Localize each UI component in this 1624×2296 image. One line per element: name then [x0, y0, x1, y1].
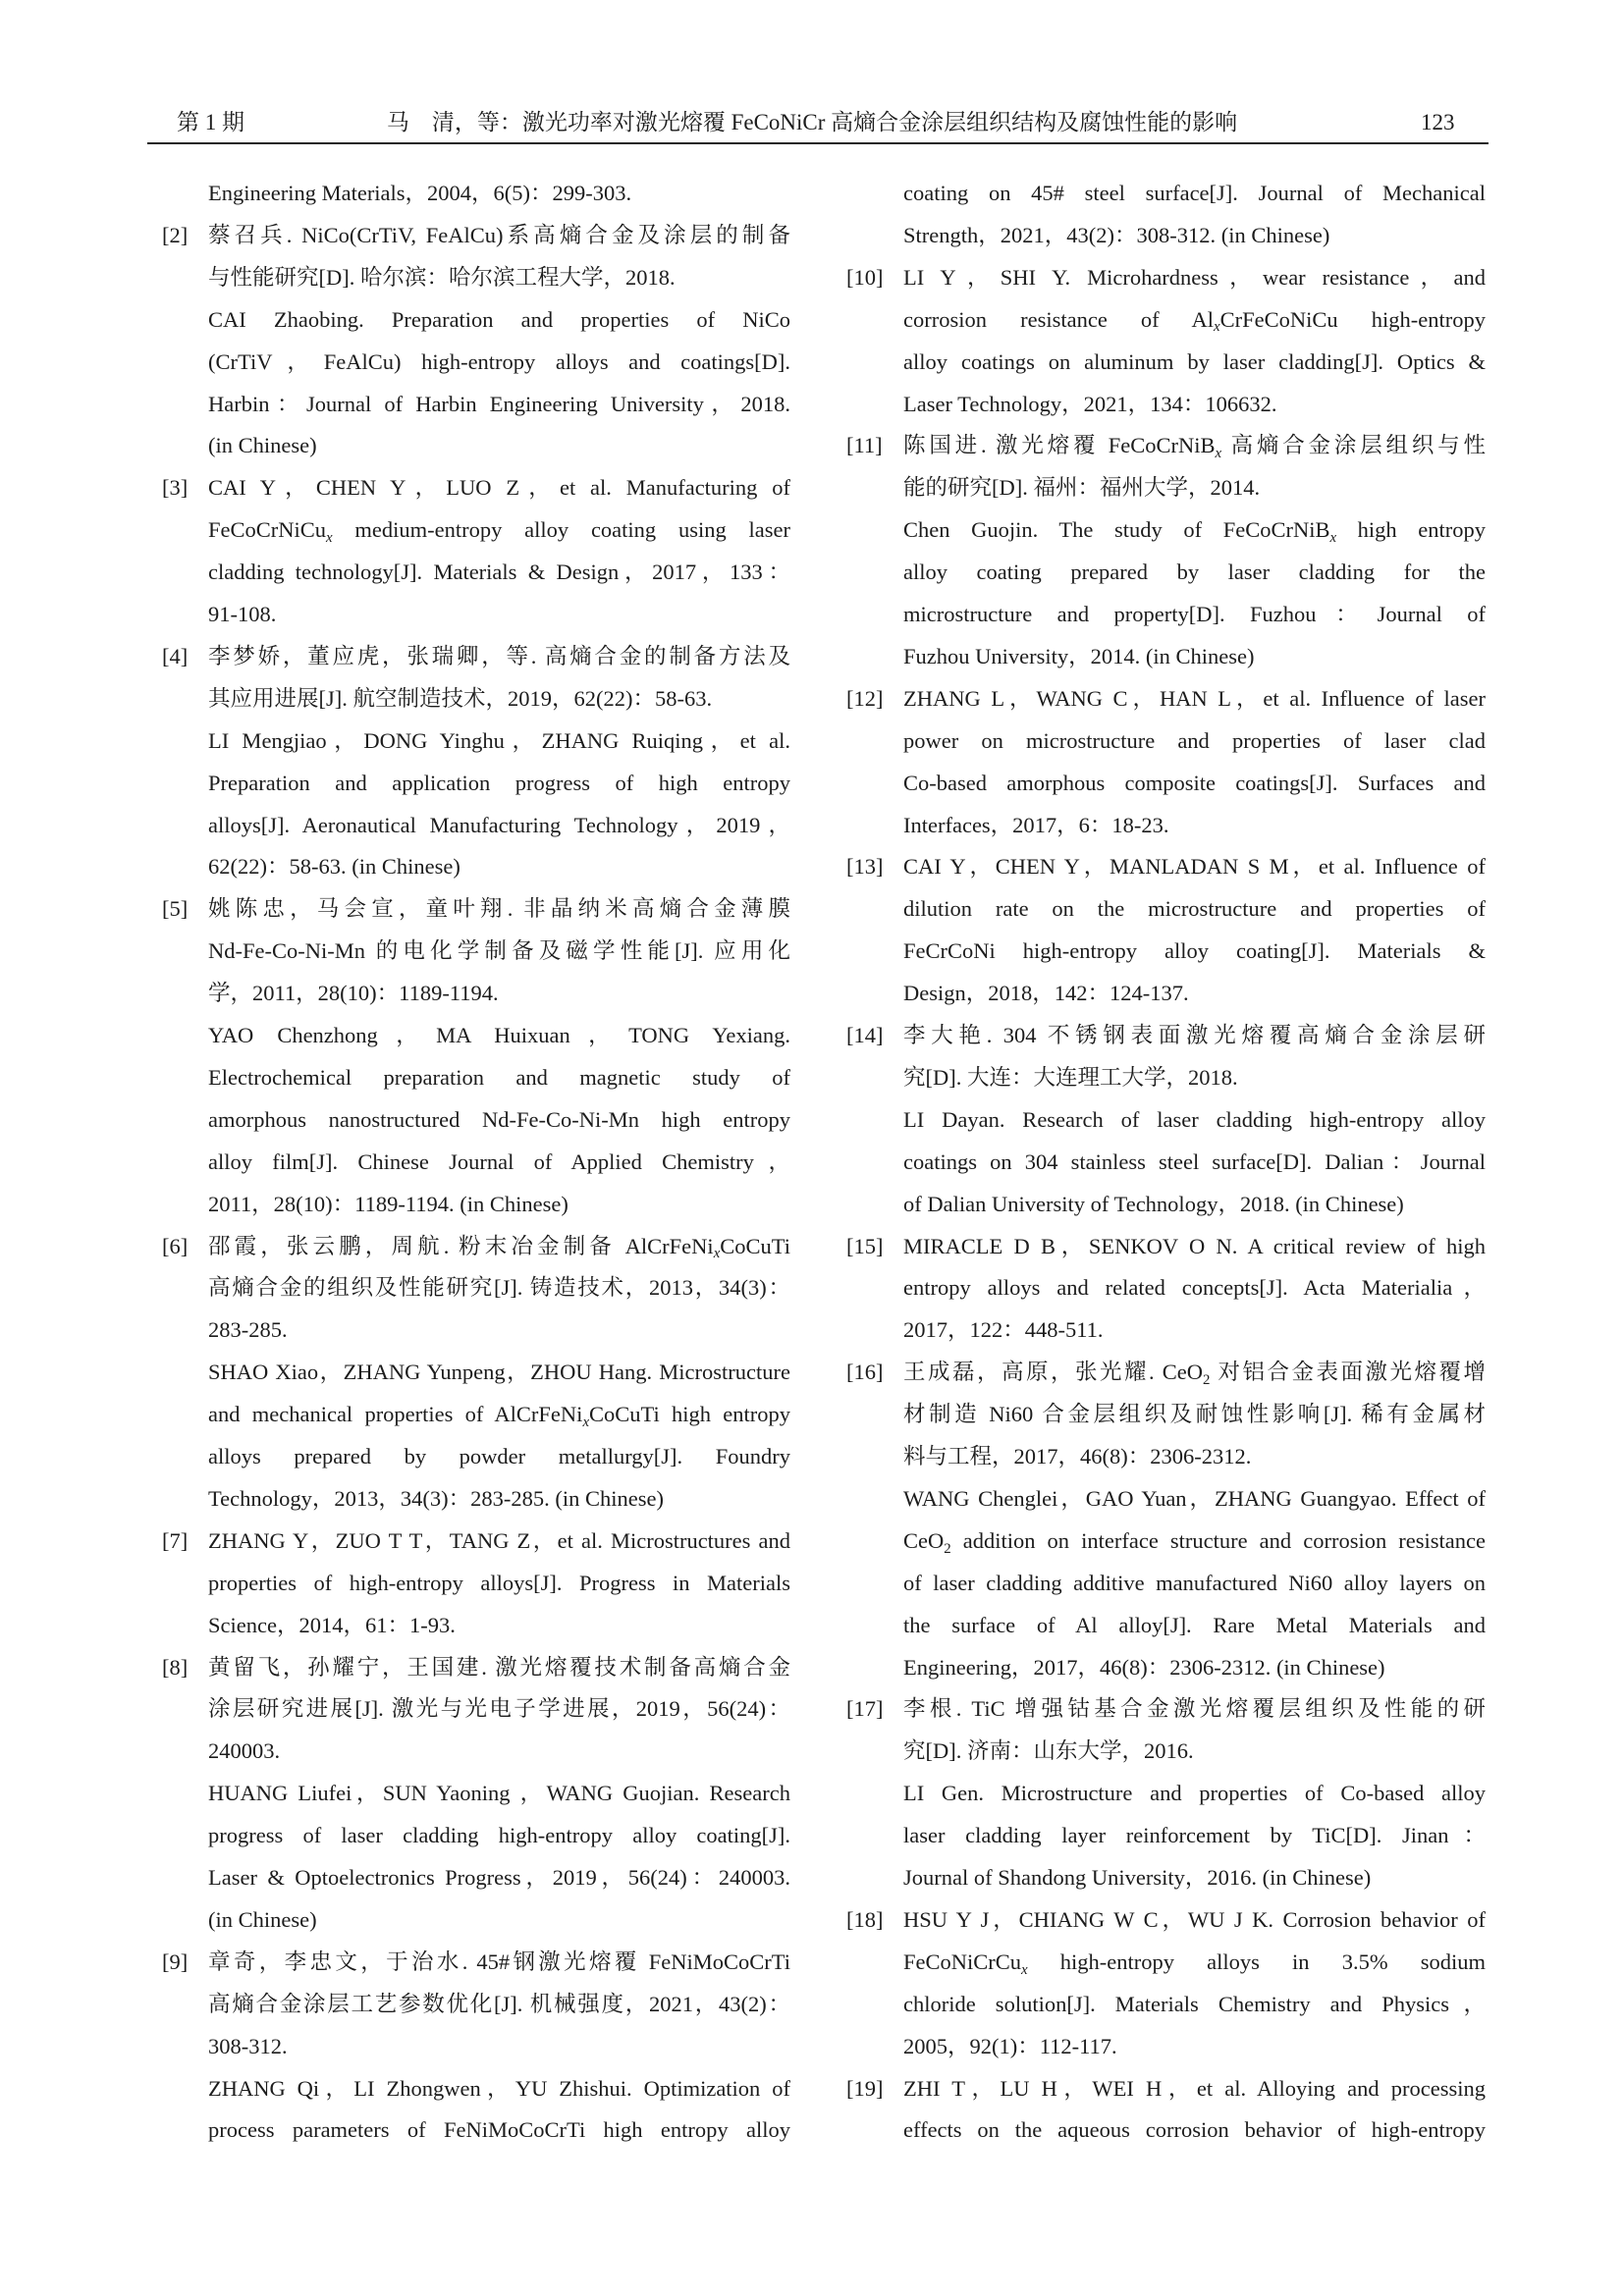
- reference-number: [9]: [162, 1949, 189, 1974]
- reference-line: Interfaces，2017，6：18-23.: [903, 812, 1169, 837]
- reference-line: ZHI T，LU H，WEI H，et al. Alloying and processing: [903, 2075, 1486, 2101]
- reference-line: the surface of Al alloy[J]. Rare Metal Materials and: [903, 1612, 1486, 1637]
- reference-number: [17]: [846, 1696, 884, 1722]
- reference-number: [14]: [846, 1023, 884, 1047]
- reference-text: corrosion resistance of Al: [903, 306, 1215, 332]
- reference-line: entropy alloys and related concepts[J]. Acta Materialia，: [903, 1275, 1486, 1301]
- reference-number: [13]: [846, 854, 884, 880]
- reference-line: Design，2018，142：124-137.: [903, 981, 1189, 1006]
- reference-line: effects on the aqueous corrosion behavior of high-entropy: [903, 2117, 1486, 2143]
- reference-line: ZHANG L，WANG C，HAN L，et al. Influence of laser: [903, 685, 1486, 711]
- reference-text: CeO: [903, 1527, 945, 1553]
- reference-line: 高熵合金的组织及性能研究[J]. 铸造技术，2013，34(3)：: [208, 1275, 790, 1301]
- reference-line: power on microstructure and properties of laser clad: [903, 727, 1486, 753]
- reference-line: Fuzhou University，2014. (in Chinese): [903, 643, 1255, 668]
- reference-line: [208, 1226, 790, 1268]
- subscript: x: [1329, 529, 1337, 546]
- reference-line: Journal of Shandong University，2016. (in Chinese): [903, 1865, 1372, 1890]
- reference-line: 究[D]. 大连：大连理工大学，2018.: [903, 1064, 1238, 1090]
- reference-line: Electrochemical preparation and magnetic study of: [208, 1064, 790, 1090]
- reference-line: alloy coatings on aluminum by laser cladding[J]. Optics &: [903, 348, 1486, 374]
- reference-line: LI Gen. Microstructure and properties of Co-based alloy: [903, 1781, 1486, 1806]
- subscript: 2: [1202, 1371, 1211, 1388]
- reference-text: 陈国进. 激光熔覆 FeCoCrNiB: [903, 433, 1216, 458]
- reference-line: [903, 299, 1486, 342]
- reference-number: [12]: [846, 685, 884, 711]
- reference-line: (CrTiV，FeAlCu) high-entropy alloys and coatings[D].: [208, 348, 790, 374]
- reference-line: 2005，92(1)：112-117.: [903, 2033, 1117, 2058]
- reference-line: 蔡召兵. NiCo(CrTiV, FeAlCu)系高熵合金及涂层的制备: [208, 222, 790, 247]
- reference-line: 高熵合金涂层工艺参数优化[J]. 机械强度，2021，43(2)：: [208, 1991, 790, 2016]
- reference-line: coatings on 304 stainless steel surface[D]. Dalian：Journal: [903, 1148, 1486, 1174]
- reference-line: 学，2011，28(10)：1189-1194.: [208, 981, 499, 1006]
- reference-line: CAI Y，CHEN Y，MANLADAN S M，et al. Influence of: [903, 854, 1486, 880]
- reference-line: Preparation and application progress of high entropy: [208, 770, 790, 795]
- reference-line: CAI Y，CHEN Y，LUO Z，et al. Manufacturing of: [208, 475, 790, 501]
- reference-line: [903, 425, 1486, 467]
- reference-line: CAI Zhaobing. Preparation and properties of NiCo: [208, 306, 790, 332]
- reference-number: [10]: [846, 264, 884, 290]
- reference-text: FeCoCrNiCu: [208, 517, 327, 543]
- reference-number: [5]: [162, 896, 189, 922]
- reference-number: [18]: [846, 1906, 884, 1932]
- subscript: x: [1021, 1961, 1028, 1978]
- reference-number: [8]: [162, 1654, 189, 1680]
- reference-text: high entropy: [1336, 517, 1486, 543]
- reference-line: 材制造 Ni60 合金层组织及耐蚀性影响[J]. 稀有金属材: [903, 1402, 1486, 1427]
- reference-line: ZHANG Qi，LI Zhongwen，YU Zhishui. Optimization of: [208, 2075, 790, 2101]
- reference-text: high-entropy alloys in 3.5% sodium: [1027, 1949, 1486, 1974]
- reference-line: Laser & Optoelectronics Progress，2019，56(24)：240003.: [208, 1865, 790, 1890]
- reference-line: [208, 1394, 790, 1436]
- reference-line: LI Dayan. Research of laser cladding high-entropy alloy: [903, 1106, 1486, 1132]
- reference-text: 邵霞，张云鹏，周航. 粉末冶金制备 AlCrFeNi: [208, 1233, 714, 1258]
- reference-number: [3]: [162, 475, 189, 501]
- reference-text: addition on interface structure and corrosion resistance: [950, 1527, 1486, 1553]
- reference-line: laser cladding layer reinforcement by TiC[D]. Jinan：: [903, 1823, 1486, 1848]
- reference-line: 能的研究[D]. 福州：福州大学，2014.: [903, 475, 1261, 501]
- reference-line: alloys[J]. Aeronautical Manufacturing Technology，2019，: [208, 812, 790, 837]
- reference-line: LI Y，SHI Y. Microhardness，wear resistance，and: [903, 264, 1486, 290]
- reference-line: 240003.: [208, 1738, 281, 1764]
- reference-line: 黄留飞，孙耀宁，王国建. 激光熔覆技术制备高熵合金: [208, 1654, 790, 1680]
- reference-text: CoCuTi: [720, 1233, 790, 1258]
- subscript: 2: [944, 1540, 951, 1557]
- reference-line: Laser Technology，2021，134：106632.: [903, 391, 1277, 416]
- reference-line: 2011，28(10)：1189-1194. (in Chinese): [208, 1191, 568, 1216]
- reference-number: [15]: [846, 1233, 884, 1258]
- reference-line: FeCrCoNi high-entropy alloy coating[J]. Materials &: [903, 938, 1486, 964]
- reference-text: 高熵合金涂层组织与性: [1221, 433, 1486, 458]
- reference-line: amorphous nanostructured Nd-Fe-Co-Ni-Mn high entropy: [208, 1106, 790, 1132]
- reference-line: 李大艳. 304 不锈钢表面激光熔覆高熵合金涂层研: [903, 1023, 1486, 1047]
- reference-line: LI Mengjiao，DONG Yinghu，ZHANG Ruiqing，et al.: [208, 727, 790, 753]
- reference-line: [903, 1942, 1486, 1984]
- header-rule: [147, 142, 1489, 144]
- reference-number: [16]: [846, 1360, 884, 1385]
- reference-line: 62(22)：58-63. (in Chinese): [208, 854, 460, 880]
- reference-line: 其应用进展[J]. 航空制造技术，2019，62(22)：58-63.: [208, 685, 713, 711]
- subscript: x: [1215, 446, 1222, 462]
- reference-line: alloys prepared by powder metallurgy[J]. Foundry: [208, 1444, 790, 1468]
- reference-text: 王成磊，高原，张光耀. CeO: [903, 1360, 1203, 1385]
- reference-line: chloride solution[J]. Materials Chemistry and Physics，: [903, 1991, 1486, 2016]
- reference-number: [4]: [162, 643, 189, 668]
- reference-line: (in Chinese): [208, 433, 317, 458]
- reference-line: 李根. TiC 增强钴基合金激光熔覆层组织及性能的研: [903, 1696, 1486, 1722]
- reference-line: 料与工程，2017，46(8)：2306-2312.: [903, 1444, 1252, 1468]
- reference-line: SHAO Xiao，ZHANG Yunpeng，ZHOU Hang. Microstructure: [208, 1360, 790, 1385]
- reference-line: microstructure and property[D]. Fuzhou：Journal of: [903, 602, 1486, 626]
- reference-line: cladding technology[J]. Materials & Design，2017，133：: [208, 560, 790, 585]
- reference-column-right: [846, 173, 1487, 2156]
- reference-line: 2017，122：448-511.: [903, 1317, 1104, 1343]
- reference-column-left: [162, 173, 790, 2156]
- reference-line: Co-based amorphous composite coatings[J]. Surfaces and: [903, 770, 1486, 795]
- reference-line: 308-312.: [208, 2033, 288, 2058]
- reference-line: (in Chinese): [208, 1906, 317, 1932]
- reference-text: Chen Guojin. The study of FeCoCrNiB: [903, 517, 1330, 543]
- reference-line: [903, 1521, 1486, 1563]
- reference-line: [208, 509, 790, 552]
- reference-line: Strength，2021，43(2)：308-312. (in Chinese): [903, 222, 1330, 247]
- reference-line: 涂层研究进展[J]. 激光与光电子学进展，2019，56(24)：: [208, 1696, 790, 1722]
- reference-line: MIRACLE D B，SENKOV O N. A critical review of high: [903, 1233, 1486, 1258]
- reference-line: properties of high-entropy alloys[J]. Progress in Materials: [208, 1570, 790, 1595]
- reference-line: coating on 45# steel surface[J]. Journal of Mechanical: [903, 181, 1486, 205]
- reference-line: of laser cladding additive manufactured Ni60 alloy layers on: [903, 1570, 1486, 1595]
- reference-number: [11]: [846, 433, 883, 458]
- reference-line: YAO Chenzhong，MA Huixuan，TONG Yexiang.: [208, 1023, 790, 1047]
- page-number: 123: [1421, 110, 1455, 134]
- subscript: x: [582, 1414, 590, 1430]
- reference-line: Science，2014，61：1-93.: [208, 1612, 456, 1637]
- reference-number: [7]: [162, 1527, 189, 1553]
- reference-line: Engineering Materials，2004，6(5)：299-303.: [208, 181, 632, 205]
- reference-line: 究[D]. 济南：山东大学，2016.: [903, 1738, 1194, 1764]
- reference-text: medium-entropy alloy coating using laser: [332, 517, 790, 543]
- reference-line: [903, 1352, 1486, 1394]
- reference-line: HSU Y J，CHIANG W C，WU J K. Corrosion behavior of: [903, 1906, 1486, 1932]
- reference-line: progress of laser cladding high-entropy alloy coating[J].: [208, 1823, 790, 1848]
- reference-number: [19]: [846, 2075, 884, 2101]
- reference-line: 章奇，李忠文，于治水. 45#钢激光熔覆 FeNiMoCoCrTi: [208, 1949, 790, 1974]
- reference-line: of Dalian University of Technology，2018. (in Chinese): [903, 1191, 1404, 1216]
- reference-line: HUANG Liufei，SUN Yaoning ，WANG Guojian. Research: [208, 1781, 790, 1806]
- reference-text: CoCuTi high entropy: [589, 1402, 790, 1427]
- reference-line: ZHANG Y，ZUO T T，TANG Z，et al. Microstructures and: [208, 1527, 790, 1553]
- reference-number: [6]: [162, 1233, 189, 1258]
- subscript: x: [1214, 319, 1220, 336]
- reference-line: [903, 509, 1486, 552]
- reference-number: [2]: [162, 222, 189, 247]
- subscript: x: [326, 529, 333, 546]
- reference-line: 与性能研究[D]. 哈尔滨：哈尔滨工程大学，2018.: [208, 264, 676, 290]
- running-title: 马 清，等：激光功率对激光熔覆 FeCoNiCr 高熵合金涂层组织结构及腐蚀性能的影响: [386, 110, 1238, 134]
- reference-text: FeCoNiCrCu: [903, 1949, 1022, 1974]
- reference-line: WANG Chenglei，GAO Yuan，ZHANG Guangyao. Effect of: [903, 1485, 1486, 1511]
- reference-line: dilution rate on the microstructure and properties of: [903, 896, 1486, 922]
- reference-line: Engineering，2017，46(8)：2306-2312. (in Chinese): [903, 1654, 1385, 1680]
- reference-line: alloy coating prepared by laser cladding for the: [903, 560, 1486, 585]
- reference-line: 李梦娇，董应虎，张瑞卿，等. 高熵合金的制备方法及: [208, 643, 790, 668]
- reference-text: 对铝合金表面激光熔覆增: [1210, 1360, 1486, 1385]
- reference-line: Technology，2013，34(3)：283-285. (in Chinese): [208, 1485, 664, 1511]
- reference-line: 91-108.: [208, 602, 277, 626]
- subscript: x: [713, 1246, 721, 1262]
- reference-line: process parameters of FeNiMoCoCrTi high entropy alloy: [208, 2117, 790, 2143]
- reference-line: Nd-Fe-Co-Ni-Mn 的电化学制备及磁学性能[J]. 应用化: [208, 938, 790, 964]
- issue-number: 第 1 期: [177, 110, 244, 134]
- reference-text: and mechanical properties of AlCrFeNi: [208, 1402, 583, 1427]
- reference-text: CrFeCoNiCu high-entropy: [1219, 306, 1486, 332]
- reference-line: 283-285.: [208, 1317, 288, 1343]
- reference-line: 姚陈忠，马会宣，童叶翔. 非晶纳米高熵合金薄膜: [208, 896, 790, 922]
- reference-line: Harbin：Journal of Harbin Engineering University，2018.: [208, 391, 790, 416]
- reference-line: alloy film[J]. Chinese Journal of Applied Chemistry，: [208, 1148, 790, 1174]
